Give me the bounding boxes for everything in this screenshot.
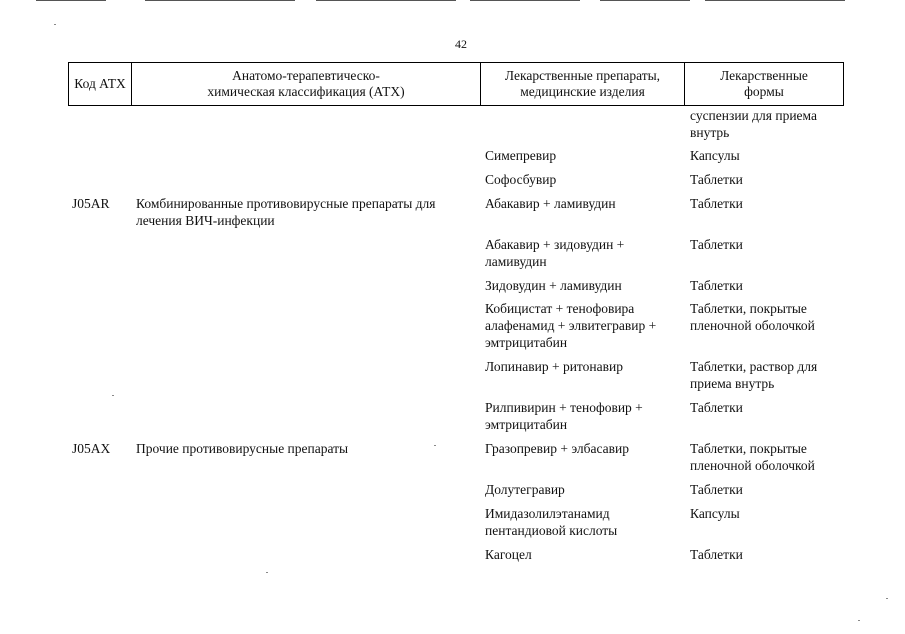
- form-cell: Капсулы: [690, 148, 740, 163]
- drug-cell: Лопинавир + ритонавир: [485, 359, 623, 374]
- scan-edge-line: [470, 0, 580, 1]
- drug-cell: Имидазолилэтанамид пентандиовой кислоты: [485, 506, 618, 538]
- table-row: [0, 399, 905, 440]
- scan-edge-line: [705, 0, 845, 1]
- form-cell: Таблетки: [690, 237, 743, 252]
- table-header: [68, 62, 844, 106]
- drug-cell: Гразопревир + элбасавир: [485, 441, 630, 456]
- table-row: [0, 358, 905, 399]
- form-cell: Таблетки: [690, 196, 743, 211]
- table-row: [0, 440, 905, 481]
- header-code: Код АТХ: [69, 63, 132, 105]
- form-cell: Таблетки: [690, 547, 743, 562]
- form-cell: Капсулы: [690, 506, 740, 521]
- header-drugs: Лекарственные препараты, медицинские изделия: [481, 63, 685, 105]
- page-number: 42: [455, 37, 467, 51]
- scan-edge-line: [316, 0, 456, 1]
- table-row: [0, 505, 905, 546]
- form-cell: Таблетки, покрытые пленочной оболочкой: [690, 441, 815, 473]
- scan-speck: [54, 24, 56, 25]
- scan-edge-line: [36, 0, 106, 1]
- classification-cell: Прочие противовирусные препараты: [136, 441, 349, 456]
- form-cell: суспензии для приема внутрь: [690, 108, 817, 140]
- classification-cell: Комбинированные противовирусные препараты для лечения ВИЧ-инфекции: [136, 196, 436, 228]
- form-cell: Таблетки: [690, 400, 743, 415]
- form-cell: Таблетки, раствор для приема внутрь: [690, 359, 818, 391]
- scan-speck: [112, 395, 114, 396]
- table-row: [0, 107, 905, 147]
- drug-cell: Зидовудин + ламивудин: [485, 278, 622, 293]
- scan-speck: [434, 445, 436, 446]
- table-row: [0, 236, 905, 277]
- header-forms: Лекарственные формы: [720, 68, 808, 99]
- table-body: [0, 107, 905, 570]
- scan-speck: [858, 620, 860, 621]
- form-cell: Таблетки: [690, 172, 743, 187]
- atc-code-cell: J05AX: [72, 441, 111, 456]
- scan-edge-line: [600, 0, 690, 1]
- drug-cell: Софосбувир: [485, 172, 557, 187]
- drug-cell: Абакавир + зидовудин + ламивудин: [485, 237, 625, 269]
- form-cell: Таблетки: [690, 278, 743, 293]
- drug-cell: Долутегравир: [485, 482, 565, 497]
- header-classification: Анатомо-терапевтическо-химическая классификация (АТХ): [132, 63, 481, 105]
- drug-cell: Рилпивирин + тенофовир + эмтрицитабин: [485, 400, 643, 432]
- table-row: [0, 147, 905, 171]
- table-row: [0, 546, 905, 570]
- form-cell: Таблетки, покрытые пленочной оболочкой: [690, 301, 815, 333]
- scan-speck: [886, 598, 888, 599]
- scan-edge-line: [145, 0, 295, 1]
- atc-code-cell: J05AR: [72, 196, 110, 211]
- table-row: [0, 300, 905, 358]
- drug-cell: Кобицистат + тенофовира алафенамид + элвитегравир + эмтрицитабин: [485, 301, 657, 350]
- scan-speck: [266, 572, 268, 573]
- drug-cell: Кагоцел: [485, 547, 532, 562]
- table-row: [0, 481, 905, 505]
- table-row: [0, 171, 905, 195]
- table-row: [0, 277, 905, 300]
- drug-cell: Симепревир: [485, 148, 557, 163]
- table-row: [0, 195, 905, 236]
- drug-cell: Абакавир + ламивудин: [485, 196, 616, 211]
- form-cell: Таблетки: [690, 482, 743, 497]
